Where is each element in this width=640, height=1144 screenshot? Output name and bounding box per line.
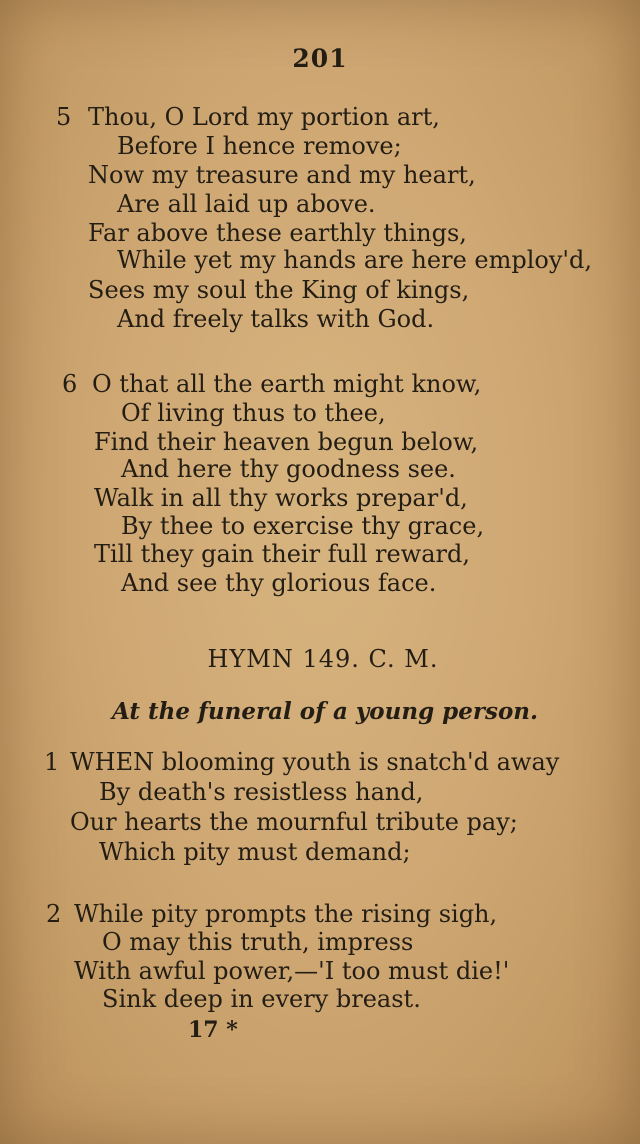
verse-line: Find their heaven begun below, xyxy=(94,428,479,456)
verse-line: By death's resistless hand, xyxy=(99,778,424,806)
verse-line: Are all laid up above. xyxy=(117,190,376,218)
verse-line: And freely talks with God. xyxy=(117,305,435,333)
verse-line: O that all the earth might know, xyxy=(92,370,482,398)
verse-number: 6 xyxy=(62,370,78,398)
verse-line: Walk in all thy works prepar'd, xyxy=(94,484,468,512)
verse-line: Sees my soul the King of kings, xyxy=(88,276,470,304)
verse-line: Before I hence remove; xyxy=(117,132,402,160)
verse-line: Our hearts the mournful tribute pay; xyxy=(70,808,518,836)
verse-line: And here thy goodness see. xyxy=(121,455,456,483)
verse-line: Sink deep in every breast. xyxy=(102,985,421,1013)
verse-line: Far above these earthly things, xyxy=(88,219,467,247)
hymn-subtitle: At the funeral of a young person. xyxy=(111,698,539,725)
verse-line: While yet my hands are here employ'd, xyxy=(117,246,592,274)
verse-number: 5 xyxy=(56,103,72,131)
verse-line: And see thy glorious face. xyxy=(121,569,437,597)
verse-line: Thou, O Lord my portion art, xyxy=(88,103,440,131)
verse-number: 1 xyxy=(44,748,60,776)
verse-line: By thee to exercise thy grace, xyxy=(121,512,485,540)
signature-mark: 17 * xyxy=(188,1017,238,1043)
verse-line: Which pity must demand; xyxy=(99,838,411,866)
verse-line: Now my treasure and my heart, xyxy=(88,161,476,189)
verse-line: Till they gain their full reward, xyxy=(94,540,470,568)
verse-line: While pity prompts the rising sigh, xyxy=(74,900,498,928)
verse-line: WHEN blooming youth is snatch'd away xyxy=(70,748,560,776)
verse-line: O may this truth, impress xyxy=(102,928,414,956)
verse-line: Of living thus to thee, xyxy=(121,399,386,427)
verse-number: 2 xyxy=(46,900,62,928)
verse-line: With awful power,—'I too must die!' xyxy=(74,957,510,985)
hymn-title: HYMN 149. C. M. xyxy=(207,645,439,673)
page-number: 201 xyxy=(292,44,348,73)
